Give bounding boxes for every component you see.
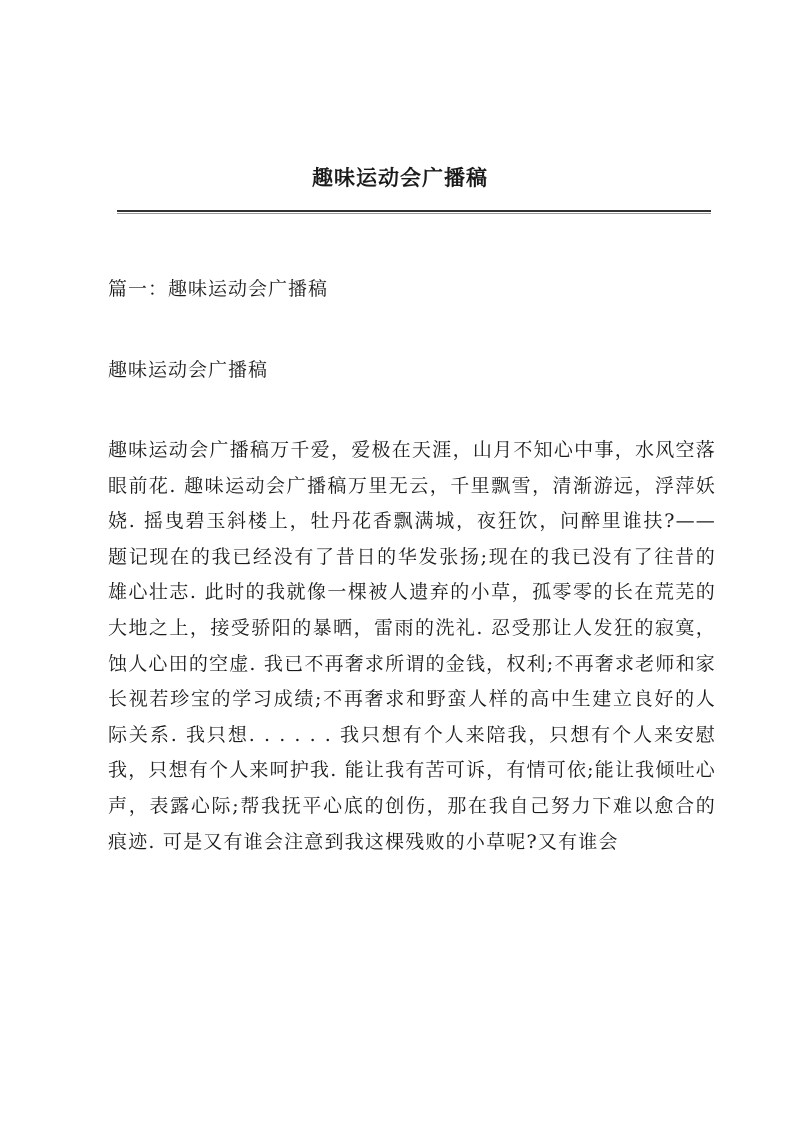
document-title: 趣味运动会广播稿 — [312, 165, 488, 190]
section-heading: 篇一：趣味运动会广播稿 — [108, 278, 329, 300]
body-paragraph: 趣味运动会广播稿万千爱，爱极在天涯，山月不知心中事，水风空落眼前花. 趣味运动会广播稿万里无云，千里飘雪，清渐游远，浮萍妖娆. 摇曳碧玉斜楼上，牡丹花香飘满城，夜狂饮，问醉里谁扶?——题记现在的我已经没有了昔日的华发张扬;现在的我已没有了往昔的雄心壮志. 此时的我就像一棵被人遗弃的小草，孤零零的长在荒芜的大地之上，接受骄阳的暴晒，雷雨的洗礼. 忍受那让人发狂的寂寞，蚀人心田的空虚. 我已不再奢求所谓的金钱，权利;不再奢求老师和家长视若珍宝的学习成绩;不再奢求和野蛮人样的高中生建立良好的人际关系. 我只想. . . . . . 我只想有个人来陪我，只想有个人来安慰我，只想有个人来呵护我. 能让我有苦可诉，有情可依;能让我倾吐心声，表露心际;帮我抚平心底的创伤，那在我自己努力下难以愈合的痕迹. 可是又有谁会注意到我这棵残败的小草呢?又有谁会 — [108, 439, 716, 853]
subheading: 趣味运动会广播稿 — [108, 359, 269, 381]
title-divider — [117, 210, 711, 214]
